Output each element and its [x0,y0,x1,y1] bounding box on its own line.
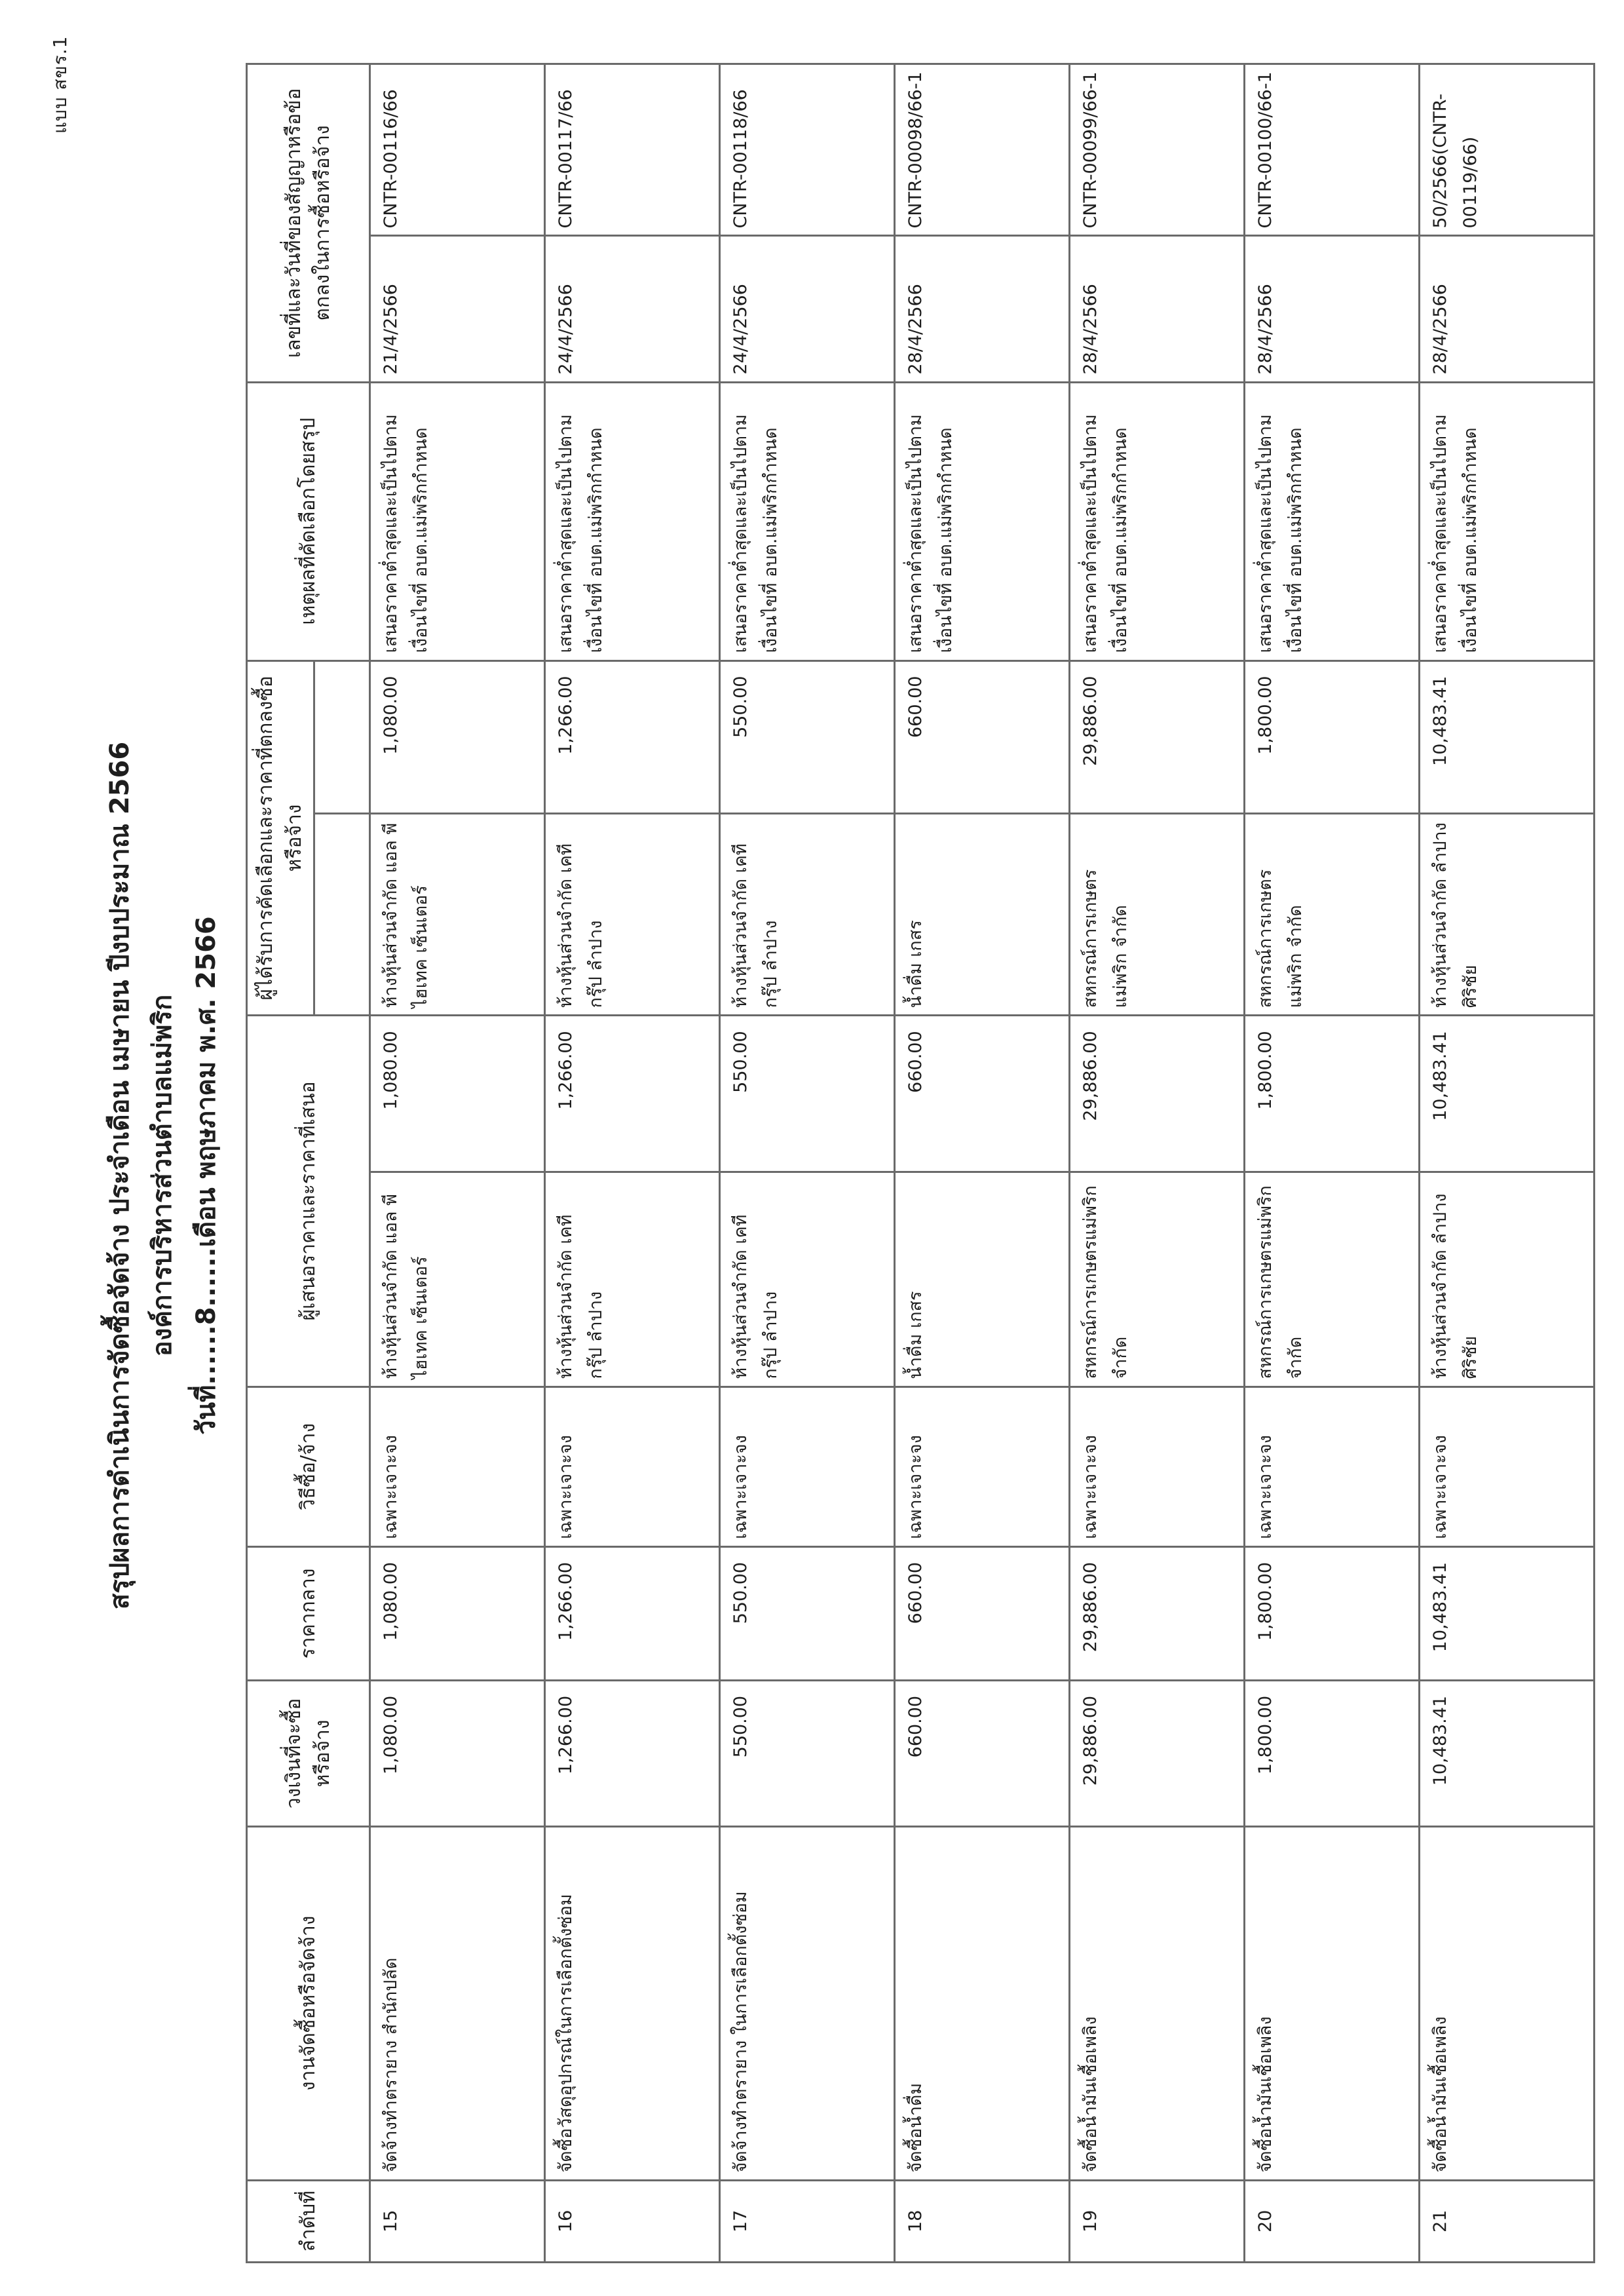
header-winner-price-cell [314,660,370,814]
header-budget: วงเงินที่จะซื้อหรือจ้าง [247,1680,370,1826]
median-price: 1,800.00 [1245,1546,1420,1680]
contract-number: CNTR-00098/66-1 [895,64,1070,236]
bid-price: 1,800.00 [1245,1016,1420,1172]
bidder-name: สหกรณ์การเกษตรแม่พริก จำกัด [1070,1172,1245,1387]
winning-price: 1,800.00 [1245,660,1420,814]
budget-amount: 10,483.41 [1420,1680,1595,1826]
winner-name: ห้างหุ้นส่วนจำกัด เคที กรุ๊ป ลำปาง [720,814,895,1016]
table-row [1070,64,1245,2263]
procurement-method: เฉพาะเจาะจง [545,1387,720,1546]
winner-name: ห้างหุ้นส่วนจำกัด เคที กรุ๊ป ลำปาง [545,814,720,1016]
bid-price: 29,886.00 [1070,1016,1245,1172]
contract-number: CNTR-00118/66 [720,64,895,236]
median-price: 1,080.00 [370,1546,545,1680]
row-number: 21 [1420,2180,1595,2262]
winning-price: 1,080.00 [370,660,545,814]
row-number: 20 [1245,2180,1420,2262]
header-work: งานจัดซื้อหรือจัดจ้าง [247,1826,370,2180]
work-item: จัดซื้อน้ำดื่ม [895,1826,1070,2180]
contract-date: 28/4/2566 [1245,236,1420,382]
report-date: วันที่......8......เดือน พฤษภาคม พ.ศ. 2566 [191,916,221,1435]
contract-date: 21/4/2566 [370,236,545,382]
selection-reason: เสนอราคาต่ำสุดและเป็นไปตามเงื่อนไขที่ อบต.แม่พริกกำหนด [720,382,895,660]
row-number: 19 [1070,2180,1245,2262]
header-median-price: ราคากลาง [247,1546,370,1680]
procurement-method: เฉพาะเจาะจง [895,1387,1070,1546]
form-code: แบบ สขร.1 [49,35,71,134]
work-item: จัดซื้อน้ำมันเชื้อเพลิง [1420,1826,1595,2180]
header-method: วิธีซื้อ/จ้าง [247,1387,370,1546]
median-price: 660.00 [895,1546,1070,1680]
winning-price: 29,886.00 [1070,660,1245,814]
header-reason: เหตุผลที่คัดเลือกโดยสรุป [247,382,370,660]
winner-name: ห้างหุ้นส่วนจำกัด แอล พี ไฮเทค เซ็นเตอร์ [370,814,545,1016]
winner-name: ห้างหุ้นส่วนจำกัด ลำปางศิริชัย [1420,814,1595,1016]
winner-name: สหกรณ์การเกษตรแม่พริก จำกัด [1245,814,1420,1016]
work-item: จัดซื้อน้ำมันเชื้อเพลิง [1070,1826,1245,2180]
header-no: ลำดับที่ [247,2180,370,2262]
bid-price: 550.00 [720,1016,895,1172]
budget-amount: 550.00 [720,1680,895,1826]
selection-reason: เสนอราคาต่ำสุดและเป็นไปตามเงื่อนไขที่ อบต.แม่พริกกำหนด [895,382,1070,660]
contract-number: CNTR-00117/66 [545,64,720,236]
winner-name: สหกรณ์การเกษตรแม่พริก จำกัด [1070,814,1245,1016]
contract-number: CNTR-00100/66-1 [1245,64,1420,236]
selection-reason: เสนอราคาต่ำสุดและเป็นไปตามเงื่อนไขที่ อบต.แม่พริกกำหนด [1070,382,1245,660]
contract-date: 24/4/2566 [720,236,895,382]
table-row [370,64,545,2263]
table-row [720,64,895,2263]
contract-number: CNTR-00099/66-1 [1070,64,1245,236]
budget-amount: 1,800.00 [1245,1680,1420,1826]
median-price: 550.00 [720,1546,895,1680]
budget-amount: 660.00 [895,1680,1070,1826]
work-item: จัดจ้างทำตรายาง สำนักปลัด [370,1826,545,2180]
winning-price: 660.00 [895,660,1070,814]
contract-number: 50/2566(CNTR-00119/66) [1420,64,1595,236]
header-winner: ผู้ได้รับการคัดเลือกและราคาที่ตกลงซื้อหรือจ้าง [247,660,314,1016]
bidder-name: ห้างหุ้นส่วนจำกัด เคที กรุ๊ป ลำปาง [720,1172,895,1387]
table-row [545,64,720,2263]
contract-date: 24/4/2566 [545,236,720,382]
selection-reason: เสนอราคาต่ำสุดและเป็นไปตามเงื่อนไขที่ อบต.แม่พริกกำหนด [370,382,545,660]
bidder-name: ห้างหุ้นส่วนจำกัด ลำปางศิริชัย [1420,1172,1595,1387]
procurement-method: เฉพาะเจาะจง [720,1387,895,1546]
median-price: 1,266.00 [545,1546,720,1680]
procurement-method: เฉพาะเจาะจง [1420,1387,1595,1546]
selection-reason: เสนอราคาต่ำสุดและเป็นไปตามเงื่อนไขที่ อบต.แม่พริกกำหนด [1420,382,1595,660]
bid-price: 660.00 [895,1016,1070,1172]
procurement-table [246,63,1595,2263]
winner-name: น้ำดื่ม เกสร [895,814,1070,1016]
row-number: 18 [895,2180,1070,2262]
work-item: จัดซื้อน้ำมันเชื้อเพลิง [1245,1826,1420,2180]
table-row [1420,64,1595,2263]
contract-date: 28/4/2566 [1070,236,1245,382]
table-row [895,64,1070,2263]
row-number: 16 [545,2180,720,2262]
procurement-method: เฉพาะเจาะจง [1245,1387,1420,1546]
winning-price: 550.00 [720,660,895,814]
table-row [1245,64,1420,2263]
budget-amount: 1,080.00 [370,1680,545,1826]
contract-date: 28/4/2566 [1420,236,1595,382]
document-title: สรุปผลการดำเนินการจัดซื้อจัดจ้าง ประจำเดือน เมษายน ปีงบประมาณ 2566 [105,741,135,1610]
median-price: 29,886.00 [1070,1546,1245,1680]
header-contract: เลขที่และวันที่ของสัญญาหรือข้อตกลงในการซื้อหรือจ้าง [247,64,370,383]
median-price: 10,483.41 [1420,1546,1595,1680]
work-item: จัดจ้างทำตรายาง ในการเลือกตั้งซ่อม [720,1826,895,2180]
budget-amount: 1,266.00 [545,1680,720,1826]
procurement-method: เฉพาะเจาะจง [1070,1387,1245,1546]
selection-reason: เสนอราคาต่ำสุดและเป็นไปตามเงื่อนไขที่ อบต.แม่พริกกำหนด [545,382,720,660]
bidder-name: น้ำดื่ม เกสร [895,1172,1070,1387]
header-winner-name-cell [314,814,370,1016]
header-bidders: ผู้เสนอราคาและราคาที่เสนอ [247,1016,370,1387]
work-item: จัดซื้อวัสดุอุปกรณ์ในการเลือกตั้งซ่อม [545,1826,720,2180]
bid-price: 1,080.00 [370,1016,545,1172]
row-number: 15 [370,2180,545,2262]
budget-amount: 29,886.00 [1070,1680,1245,1826]
bidder-name: ห้างหุ้นส่วนจำกัด แอล พี ไฮเทค เซ็นเตอร์ [370,1172,545,1387]
contract-number: CNTR-00116/66 [370,64,545,236]
selection-reason: เสนอราคาต่ำสุดและเป็นไปตามเงื่อนไขที่ อบต.แม่พริกกำหนด [1245,382,1420,660]
bidder-name: ห้างหุ้นส่วนจำกัด เคที กรุ๊ป ลำปาง [545,1172,720,1387]
organization-name: องค์การบริหารส่วนตำบลแม่พริก [147,994,178,1357]
contract-date: 28/4/2566 [895,236,1070,382]
bidder-name: สหกรณ์การเกษตรแม่พริก จำกัด [1245,1172,1420,1387]
row-number: 17 [720,2180,895,2262]
bid-price: 1,266.00 [545,1016,720,1172]
procurement-method: เฉพาะเจาะจง [370,1387,545,1546]
bid-price: 10,483.41 [1420,1016,1595,1172]
winning-price: 1,266.00 [545,660,720,814]
winning-price: 10,483.41 [1420,660,1595,814]
